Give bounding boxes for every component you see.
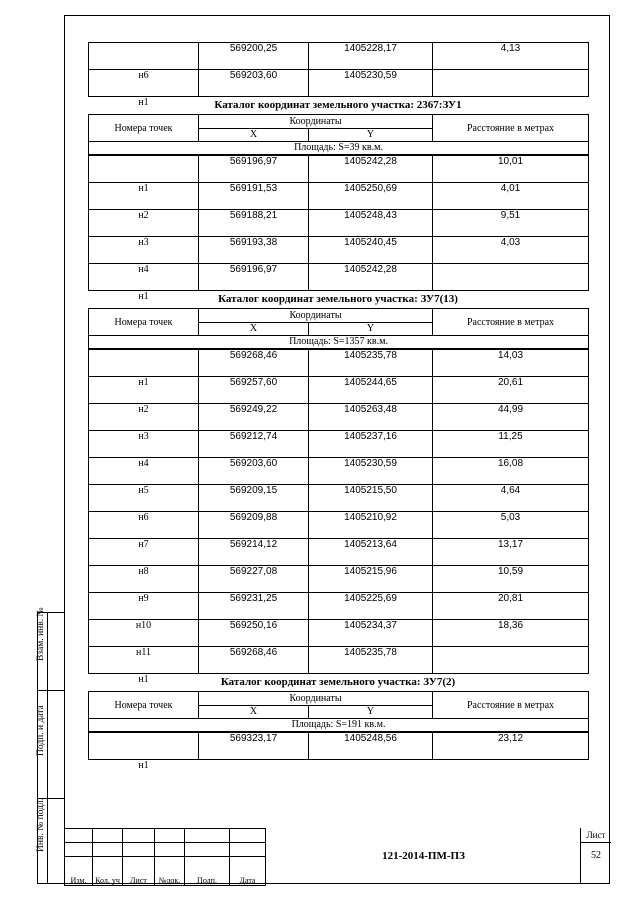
header-points: Номера точек bbox=[89, 309, 199, 336]
distance: 44,99 bbox=[433, 404, 589, 431]
coord-x: 569227,08 bbox=[199, 566, 309, 593]
distance: 10,59 bbox=[433, 566, 589, 593]
distance bbox=[433, 647, 589, 674]
coord-x: 569268,46 bbox=[199, 647, 309, 674]
stamp-col-label: Изм. bbox=[65, 857, 93, 886]
point-name: н1 bbox=[138, 674, 149, 685]
distance: 14,03 bbox=[433, 350, 589, 377]
table-row bbox=[89, 458, 589, 485]
coordinates-content bbox=[88, 42, 588, 771]
table-row bbox=[89, 210, 589, 237]
distance: 4,13 bbox=[433, 43, 589, 70]
coord-x: 569250,16 bbox=[199, 620, 309, 647]
sheet-number: 52 bbox=[591, 850, 601, 861]
coord-y: 1405235,78 bbox=[309, 350, 433, 377]
distance: 13,17 bbox=[433, 539, 589, 566]
coord-x: 569212,74 bbox=[199, 431, 309, 458]
point-name: н6 bbox=[138, 70, 149, 81]
table-row bbox=[89, 43, 589, 70]
stamp-col-label: №док. bbox=[155, 857, 185, 886]
table-row bbox=[89, 593, 589, 620]
coord-x: 569268,46 bbox=[199, 350, 309, 377]
side-label-replace-inv: Взам. инв. № bbox=[36, 607, 46, 661]
point-name: н3 bbox=[138, 237, 149, 248]
distance: 4,64 bbox=[433, 485, 589, 512]
distance: 20,61 bbox=[433, 377, 589, 404]
coord-y: 1405250,69 bbox=[309, 183, 433, 210]
coord-y: 1405215,96 bbox=[309, 566, 433, 593]
area-value: Площадь: S=1357 кв.м. bbox=[89, 336, 589, 349]
catalog-header bbox=[88, 308, 589, 349]
coord-x: 569209,88 bbox=[199, 512, 309, 539]
table-row bbox=[89, 647, 589, 674]
coord-y: 1405242,28 bbox=[309, 264, 433, 291]
table-row bbox=[89, 350, 589, 377]
distance: 11,25 bbox=[433, 431, 589, 458]
header-distance: Расстояние в метрах bbox=[433, 309, 589, 336]
coord-y: 1405215,50 bbox=[309, 485, 433, 512]
point-name: н8 bbox=[138, 566, 149, 577]
coord-x: 569209,15 bbox=[199, 485, 309, 512]
catalog-list bbox=[88, 97, 588, 771]
coord-y: 1405248,43 bbox=[309, 210, 433, 237]
header-coords: Координаты bbox=[199, 115, 433, 129]
coord-y: 1405213,64 bbox=[309, 539, 433, 566]
distance: 16,08 bbox=[433, 458, 589, 485]
coord-x: 569214,12 bbox=[199, 539, 309, 566]
distance: 10,01 bbox=[433, 156, 589, 183]
point-name: н1 bbox=[138, 97, 149, 108]
distance bbox=[433, 264, 589, 291]
coord-y: 1405237,16 bbox=[309, 431, 433, 458]
point-name: н6 bbox=[138, 512, 149, 523]
point-name: н1 bbox=[138, 291, 149, 302]
table-row bbox=[89, 431, 589, 458]
coord-y: 1405225,69 bbox=[309, 593, 433, 620]
stamp-col-label: Подп. bbox=[185, 857, 230, 886]
sheet-label: Лист bbox=[581, 828, 611, 843]
point-name: н7 bbox=[138, 539, 149, 550]
coord-y: 1405210,92 bbox=[309, 512, 433, 539]
distance: 9,51 bbox=[433, 210, 589, 237]
stamp-col-label: Лист bbox=[123, 857, 155, 886]
stamp-col-label: Кол. уч bbox=[93, 857, 123, 886]
table-row bbox=[89, 733, 589, 760]
coord-x: 569191,53 bbox=[199, 183, 309, 210]
table-row bbox=[89, 539, 589, 566]
point-name: н11 bbox=[136, 647, 151, 658]
catalog-header bbox=[88, 691, 589, 732]
table-row bbox=[89, 512, 589, 539]
header-y: Y bbox=[309, 322, 433, 336]
header-distance: Расстояние в метрах bbox=[433, 692, 589, 719]
point-name: н4 bbox=[138, 458, 149, 469]
area-value: Площадь: S=39 кв.м. bbox=[89, 142, 589, 155]
header-y: Y bbox=[309, 705, 433, 719]
distance: 5,03 bbox=[433, 512, 589, 539]
catalog-title: Каталог координат земельного участка: 2367:ЗУ1 bbox=[214, 99, 462, 111]
coord-x: 569249,22 bbox=[199, 404, 309, 431]
table-row bbox=[89, 404, 589, 431]
point-name: н1 bbox=[138, 183, 149, 194]
header-x: X bbox=[199, 705, 309, 719]
distance: 23,12 bbox=[433, 733, 589, 760]
header-points: Номера точек bbox=[89, 115, 199, 142]
coord-x: 569188,21 bbox=[199, 210, 309, 237]
sheet-box bbox=[580, 828, 610, 884]
header-distance: Расстояние в метрах bbox=[433, 115, 589, 142]
header-coords: Координаты bbox=[199, 692, 433, 706]
distance: 4,03 bbox=[433, 237, 589, 264]
header-points: Номера точек bbox=[89, 692, 199, 719]
catalog-table bbox=[88, 732, 589, 771]
coord-x: 569203,60 bbox=[199, 458, 309, 485]
side-divider bbox=[37, 690, 64, 691]
point-name: н1 bbox=[138, 377, 149, 388]
header-x: X bbox=[199, 128, 309, 142]
catalog-header bbox=[88, 114, 589, 155]
coord-y: 1405248,56 bbox=[309, 733, 433, 760]
table-row bbox=[89, 70, 589, 97]
side-label-inv-orig: Инв. № подл. bbox=[36, 797, 46, 852]
table-row bbox=[89, 566, 589, 593]
distance bbox=[433, 70, 589, 97]
coord-y: 1405230,59 bbox=[309, 70, 433, 97]
coord-x: 569200,25 bbox=[199, 43, 309, 70]
point-name: н9 bbox=[138, 593, 149, 604]
point-name: н4 bbox=[138, 264, 149, 275]
coord-y: 1405240,45 bbox=[309, 237, 433, 264]
point-name: н5 bbox=[138, 485, 149, 496]
table-row bbox=[89, 620, 589, 647]
table-row bbox=[89, 156, 589, 183]
coord-y: 1405228,17 bbox=[309, 43, 433, 70]
coord-x: 569257,60 bbox=[199, 377, 309, 404]
header-x: X bbox=[199, 322, 309, 336]
coord-y: 1405242,28 bbox=[309, 156, 433, 183]
header-y: Y bbox=[309, 128, 433, 142]
coord-y: 1405263,48 bbox=[309, 404, 433, 431]
catalog-title: Каталог координат земельного участка: ЗУ7(2) bbox=[220, 676, 456, 688]
coord-x: 569193,38 bbox=[199, 237, 309, 264]
coord-x: 569323,17 bbox=[199, 733, 309, 760]
coord-y: 1405230,59 bbox=[309, 458, 433, 485]
document-code: 121-2014-ПМ-ПЗ bbox=[265, 828, 581, 884]
title-block-grid bbox=[64, 828, 266, 886]
coord-y: 1405244,65 bbox=[309, 377, 433, 404]
table-row bbox=[89, 377, 589, 404]
point-name: н2 bbox=[138, 210, 149, 221]
coord-x: 569196,97 bbox=[199, 156, 309, 183]
coord-y: 1405234,37 bbox=[309, 620, 433, 647]
side-label-sign-date: Подп. и дата bbox=[36, 705, 46, 756]
point-name: н2 bbox=[138, 404, 149, 415]
coord-x: 569203,60 bbox=[199, 70, 309, 97]
catalog-title: Каталог координат земельного участка: ЗУ7(13) bbox=[218, 293, 458, 305]
table-row bbox=[89, 264, 589, 291]
table-row bbox=[89, 237, 589, 264]
distance: 18,36 bbox=[433, 620, 589, 647]
distance: 4,01 bbox=[433, 183, 589, 210]
side-stamp-inner bbox=[47, 612, 64, 884]
table-row bbox=[89, 485, 589, 512]
coord-y: 1405235,78 bbox=[309, 647, 433, 674]
distance: 20,81 bbox=[433, 593, 589, 620]
point-name: н1 bbox=[138, 760, 149, 771]
point-name: н10 bbox=[135, 620, 152, 631]
coord-x: 569231,25 bbox=[199, 593, 309, 620]
point-name: н3 bbox=[138, 431, 149, 442]
coord-x: 569196,97 bbox=[199, 264, 309, 291]
area-value: Площадь: S=191 кв.м. bbox=[89, 719, 589, 732]
table-row bbox=[89, 183, 589, 210]
stamp-col-label: Дата bbox=[230, 857, 266, 886]
header-coords: Координаты bbox=[199, 309, 433, 323]
